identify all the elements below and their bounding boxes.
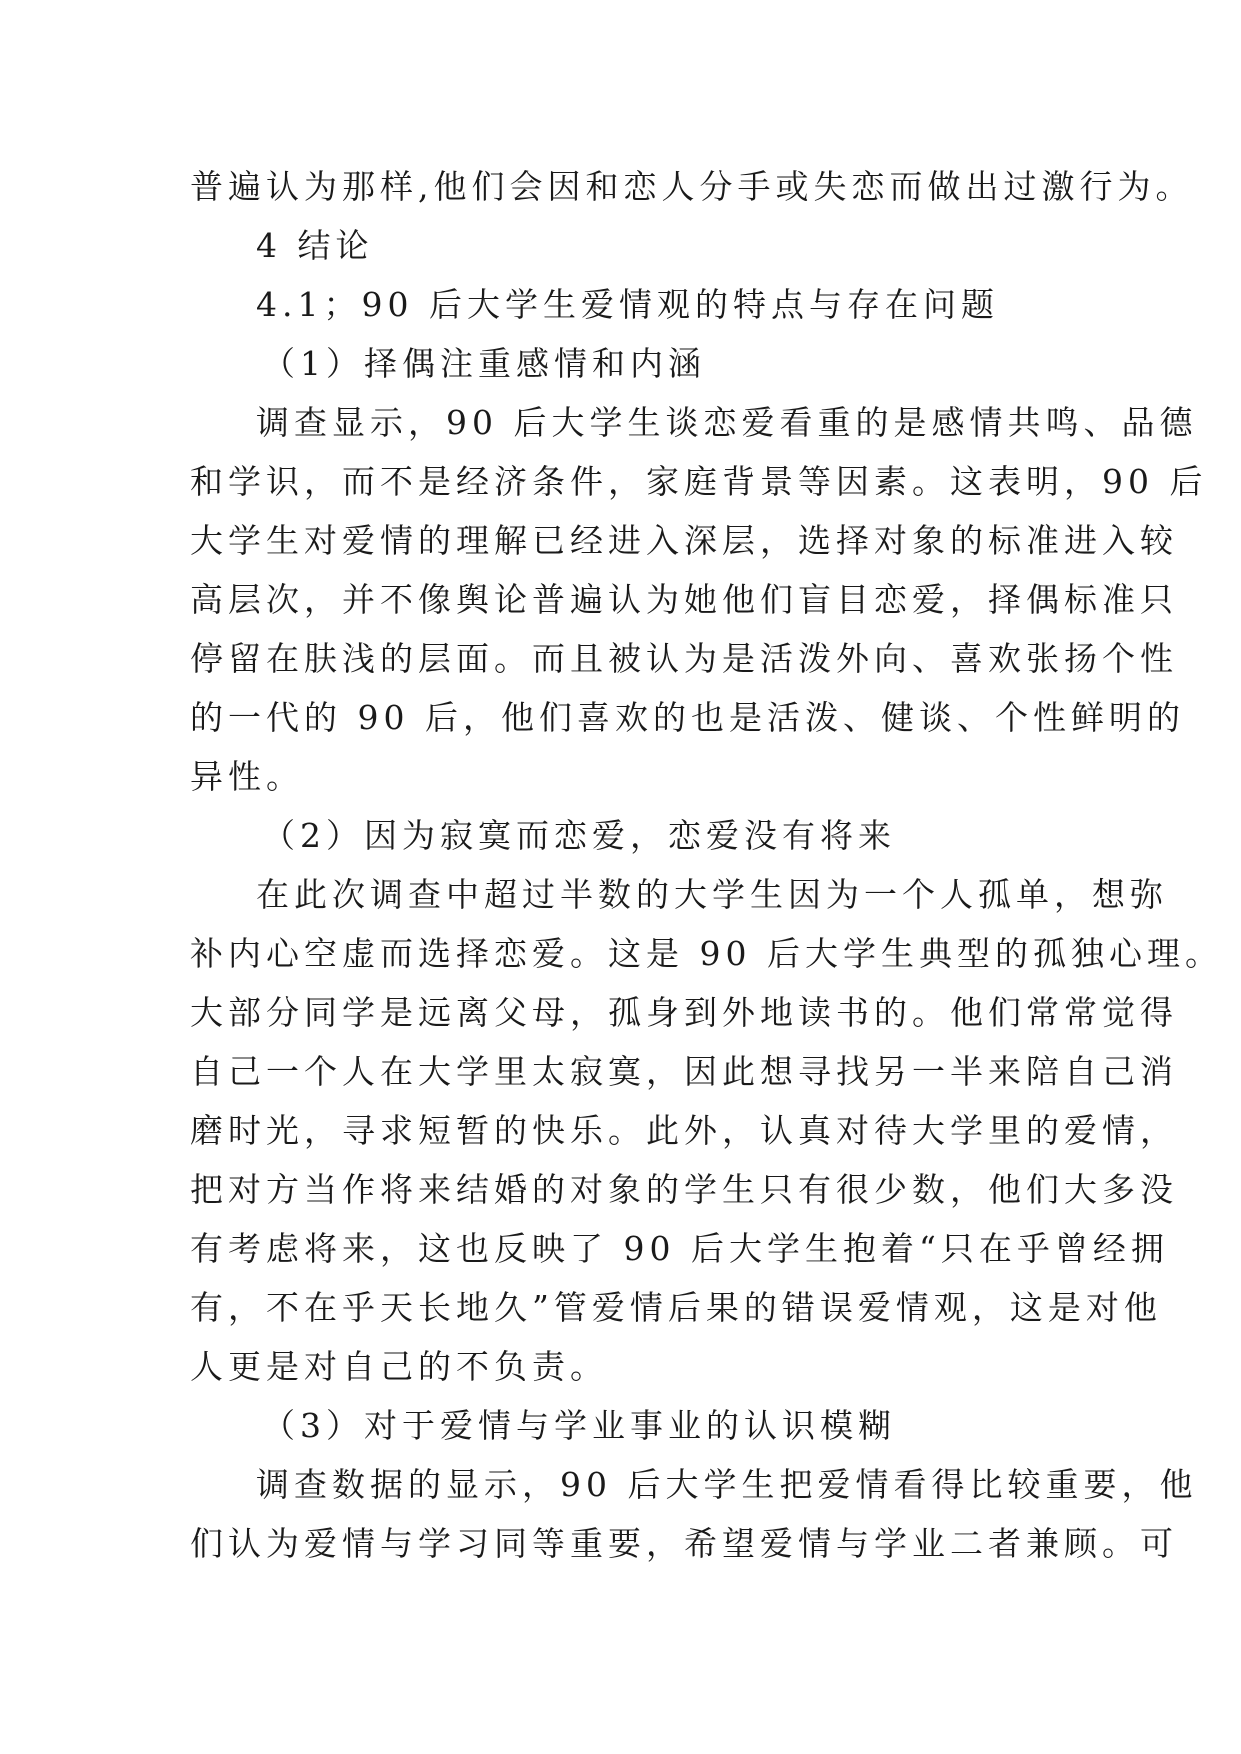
paragraph-line: 大学生对爱情的理解已经进入深层，选择对象的标准进入较 xyxy=(190,521,1178,560)
paragraph-line: 磨时光，寻求短暂的快乐。此外，认真对待大学里的爱情， xyxy=(190,1111,1178,1150)
point-heading-2: （2）因为寂寞而恋爱，恋爱没有将来 xyxy=(262,816,896,855)
paragraph-line: 有考虑将来，这也反映了 90 后大学生抱着“只在乎曾经拥 xyxy=(190,1229,1169,1268)
point-heading-3: （3）对于爱情与学业事业的认识模糊 xyxy=(262,1406,896,1445)
paragraph-line: 人更是对自己的不负责。 xyxy=(190,1347,608,1386)
paragraph-line: 在此次调查中超过半数的大学生因为一个人孤单，想弥 xyxy=(256,875,1168,914)
paragraph-line: 有，不在乎天长地久”管爱情后果的错误爱情观，这是对他 xyxy=(190,1288,1162,1327)
paragraph-line: 停留在肤浅的层面。而且被认为是活泼外向、喜欢张扬个性 xyxy=(190,639,1178,678)
paragraph-line: 和学识，而不是经济条件，家庭背景等因素。这表明，90 后 xyxy=(190,462,1208,501)
paragraph-line: 自己一个人在大学里太寂寞，因此想寻找另一半来陪自己消 xyxy=(190,1052,1178,1091)
point-heading-1: （1）择偶注重感情和内涵 xyxy=(262,344,706,383)
subsection-heading: 4.1；90 后大学生爱情观的特点与存在问题 xyxy=(256,285,999,324)
paragraph-line: 的一代的 90 后，他们喜欢的也是活泼、健谈、个性鲜明的 xyxy=(190,698,1185,737)
paragraph-line: 们认为爱情与学习同等重要，希望爱情与学业二者兼顾。可 xyxy=(190,1524,1178,1563)
paragraph-line: 调查显示，90 后大学生谈恋爱看重的是感情共鸣、品德 xyxy=(256,403,1198,442)
paragraph-line: 高层次，并不像舆论普遍认为她他们盲目恋爱，择偶标准只 xyxy=(190,580,1178,619)
paragraph-line: 把对方当作将来结婚的对象的学生只有很少数，他们大多没 xyxy=(190,1170,1178,1209)
paragraph-line: 调查数据的显示，90 后大学生把爱情看得比较重要，他 xyxy=(256,1465,1198,1504)
paragraph-line: 异性。 xyxy=(190,757,304,796)
text-line-continuation: 普遍认为那样,他们会因和恋人分手或失恋而做出过激行为。 xyxy=(190,167,1194,206)
paragraph-line: 补内心空虚而选择恋爱。这是 90 后大学生典型的孤独心理。 xyxy=(190,934,1223,973)
paragraph-line: 大部分同学是远离父母，孤身到外地读书的。他们常常觉得 xyxy=(190,993,1178,1032)
section-heading: 4 结论 xyxy=(256,226,374,265)
